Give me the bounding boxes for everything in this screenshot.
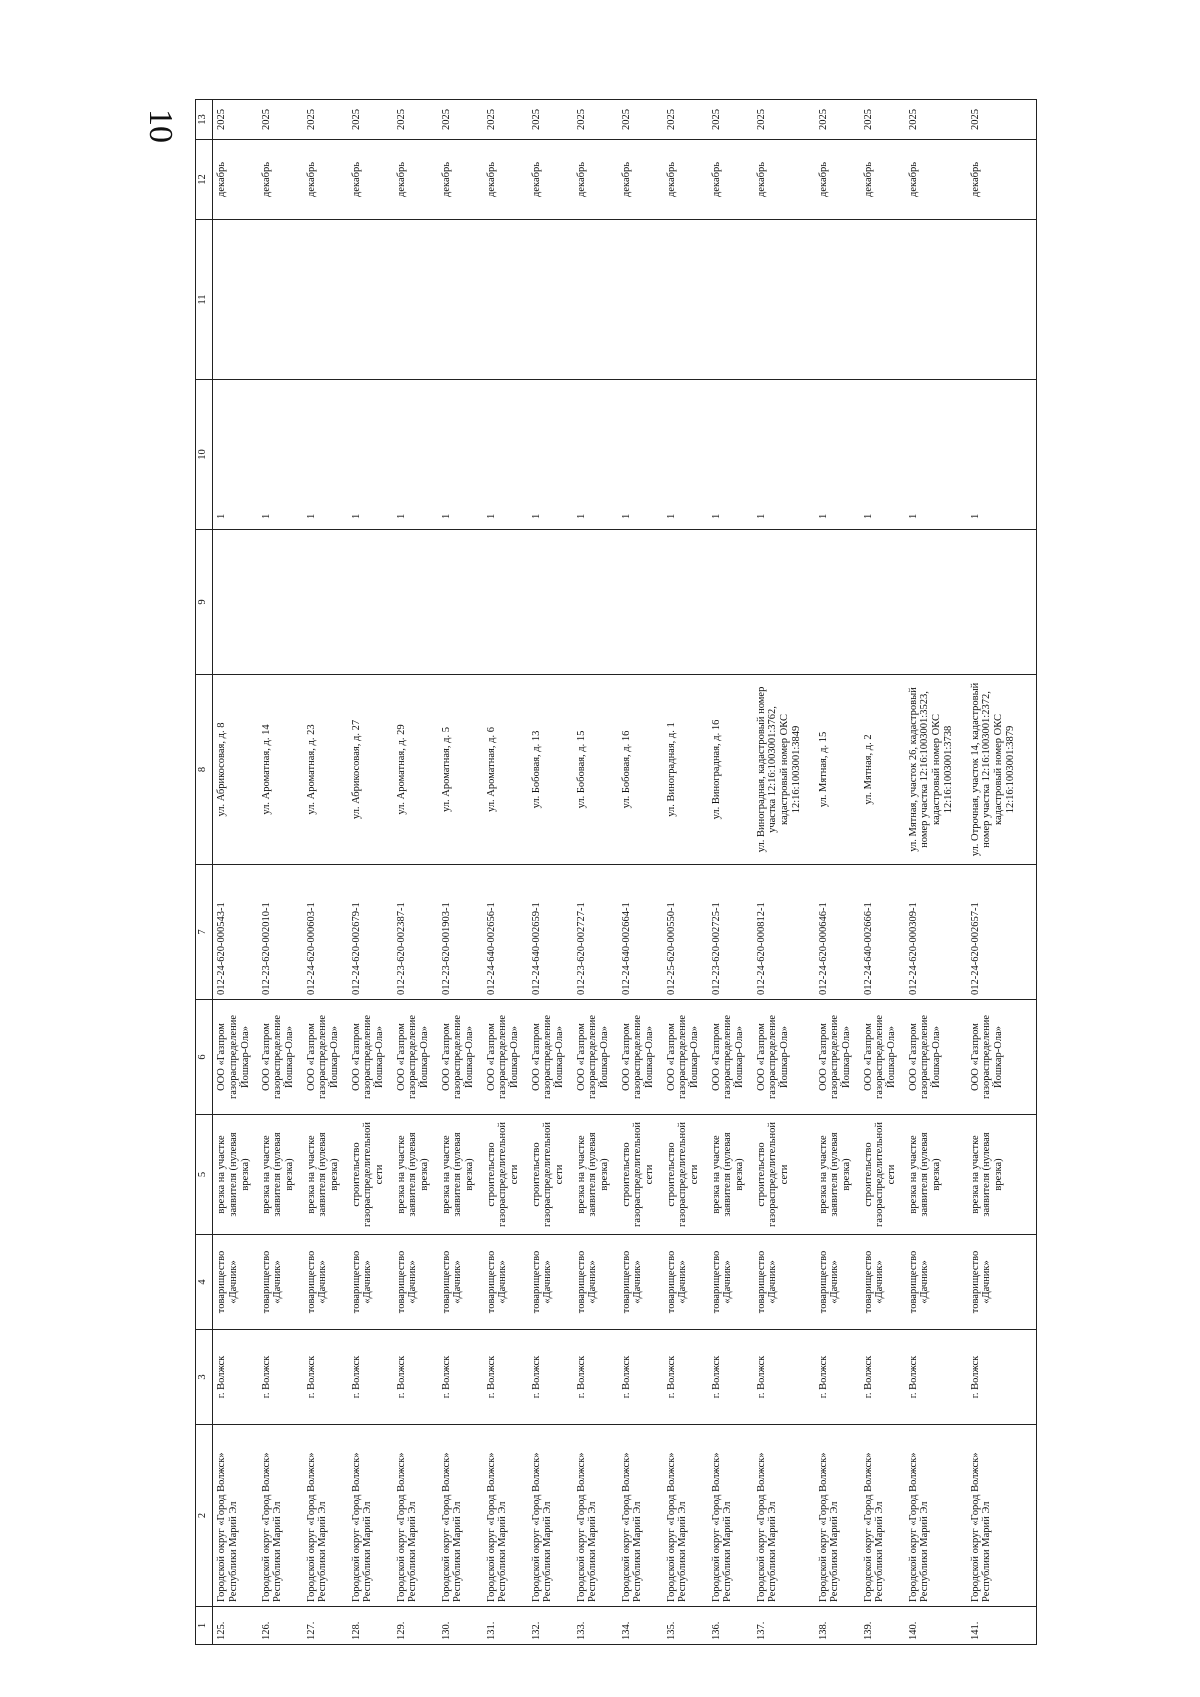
column-9-cell	[905, 530, 967, 675]
column-11-cell	[213, 220, 258, 380]
table-row	[618, 100, 663, 1645]
table-row	[258, 100, 303, 1645]
organization-cell: ООО «Газпром газораспределение Йошкар-Ола»	[618, 1000, 663, 1115]
district-cell: Городской округ «Город Волжск» Республики Марий Эл	[967, 1425, 1037, 1607]
column-number: 1	[196, 1607, 213, 1645]
column-number: 13	[196, 100, 213, 140]
column-11-cell	[860, 220, 905, 380]
column-9-cell	[967, 530, 1037, 675]
quantity-cell: 1	[708, 380, 753, 530]
quantity-cell: 1	[753, 380, 815, 530]
row-number: 139.	[860, 1607, 905, 1645]
column-number: 12	[196, 140, 213, 220]
work-type-cell: врезка на участке заявителя (нулевая врезка)	[708, 1115, 753, 1235]
district-cell: Городской округ «Город Волжск» Республики Марий Эл	[860, 1425, 905, 1607]
column-11-cell	[753, 220, 815, 380]
column-11-cell	[815, 220, 860, 380]
column-9-cell	[573, 530, 618, 675]
address-cell: ул. Абрикосовая, д. 8	[213, 675, 258, 865]
work-type-cell: строительство газораспределительной сети	[860, 1115, 905, 1235]
quantity-cell: 1	[905, 380, 967, 530]
address-cell: ул. Виноградная, д. 16	[708, 675, 753, 865]
column-9-cell	[815, 530, 860, 675]
address-cell: ул. Ароматная, д. 29	[393, 675, 438, 865]
organization-cell: ООО «Газпром газораспределение Йошкар-Ола»	[438, 1000, 483, 1115]
city-cell: г. Волжск	[905, 1330, 967, 1425]
settlement-cell: товарищество «Дачник»	[708, 1235, 753, 1330]
organization-cell: ООО «Газпром газораспределение Йошкар-Ола»	[213, 1000, 258, 1115]
settlement-cell: товарищество «Дачник»	[303, 1235, 348, 1330]
organization-cell: ООО «Газпром газораспределение Йошкар-Ола»	[905, 1000, 967, 1115]
address-cell: ул. Бобовая, д. 13	[528, 675, 573, 865]
organization-cell: ООО «Газпром газораспределение Йошкар-Ола»	[708, 1000, 753, 1115]
table-row	[708, 100, 753, 1645]
settlement-cell: товарищество «Дачник»	[573, 1235, 618, 1330]
column-9-cell	[860, 530, 905, 675]
application-code-cell: 012-24-620-002657-1	[967, 865, 1037, 1000]
column-number: 4	[196, 1235, 213, 1330]
row-number: 136.	[708, 1607, 753, 1645]
year-cell: 2025	[815, 100, 860, 140]
address-cell: ул. Бобовая, д. 15	[573, 675, 618, 865]
application-code-cell: 012-24-620-000812-1	[753, 865, 815, 1000]
column-9-cell	[393, 530, 438, 675]
column-number: 3	[196, 1330, 213, 1425]
settlement-cell: товарищество «Дачник»	[753, 1235, 815, 1330]
work-type-cell: врезка на участке заявителя (нулевая врезка)	[967, 1115, 1037, 1235]
address-cell: ул. Ароматная, д. 23	[303, 675, 348, 865]
row-number: 137.	[753, 1607, 815, 1645]
row-number: 131.	[483, 1607, 528, 1645]
district-cell: Городской округ «Город Волжск» Республики Марий Эл	[753, 1425, 815, 1607]
settlement-cell: товарищество «Дачник»	[213, 1235, 258, 1330]
work-type-cell: строительство газораспределительной сети	[483, 1115, 528, 1235]
quantity-cell: 1	[860, 380, 905, 530]
application-code-cell: 012-23-620-002727-1	[573, 865, 618, 1000]
settlement-cell: товарищество «Дачник»	[905, 1235, 967, 1330]
year-cell: 2025	[573, 100, 618, 140]
quantity-cell: 1	[815, 380, 860, 530]
work-type-cell: врезка на участке заявителя (нулевая врезка)	[573, 1115, 618, 1235]
column-11-cell	[618, 220, 663, 380]
row-number: 127.	[303, 1607, 348, 1645]
city-cell: г. Волжск	[663, 1330, 708, 1425]
settlement-cell: товарищество «Дачник»	[483, 1235, 528, 1330]
settlement-cell: товарищество «Дачник»	[528, 1235, 573, 1330]
month-cell: декабрь	[967, 140, 1037, 220]
quantity-cell: 1	[967, 380, 1037, 530]
work-type-cell: строительство газораспределительной сети	[753, 1115, 815, 1235]
table-row	[967, 100, 1037, 1645]
address-cell: ул. Мятная, д. 15	[815, 675, 860, 865]
work-type-cell: врезка на участке заявителя (нулевая врезка)	[303, 1115, 348, 1235]
application-code-cell: 012-24-640-002666-1	[860, 865, 905, 1000]
month-cell: декабрь	[528, 140, 573, 220]
city-cell: г. Волжск	[393, 1330, 438, 1425]
column-9-cell	[483, 530, 528, 675]
city-cell: г. Волжск	[483, 1330, 528, 1425]
column-11-cell	[303, 220, 348, 380]
month-cell: декабрь	[815, 140, 860, 220]
district-cell: Городской округ «Город Волжск» Республики Марий Эл	[438, 1425, 483, 1607]
organization-cell: ООО «Газпром газораспределение Йошкар-Ола»	[393, 1000, 438, 1115]
city-cell: г. Волжск	[258, 1330, 303, 1425]
district-cell: Городской округ «Город Волжск» Республики Марий Эл	[573, 1425, 618, 1607]
column-number: 10	[196, 380, 213, 530]
quantity-cell: 1	[438, 380, 483, 530]
settlement-cell: товарищество «Дачник»	[618, 1235, 663, 1330]
month-cell: декабрь	[663, 140, 708, 220]
table-row	[393, 100, 438, 1645]
district-cell: Городской округ «Город Волжск» Республики Марий Эл	[303, 1425, 348, 1607]
application-code-cell: 012-24-620-000543-1	[213, 865, 258, 1000]
quantity-cell: 1	[258, 380, 303, 530]
organization-cell: ООО «Газпром газораспределение Йошкар-Ола»	[967, 1000, 1037, 1115]
district-cell: Городской округ «Город Волжск» Республики Марий Эл	[393, 1425, 438, 1607]
column-9-cell	[348, 530, 393, 675]
organization-cell: ООО «Газпром газораспределение Йошкар-Ола»	[258, 1000, 303, 1115]
city-cell: г. Волжск	[573, 1330, 618, 1425]
column-9-cell	[528, 530, 573, 675]
city-cell: г. Волжск	[213, 1330, 258, 1425]
column-11-cell	[708, 220, 753, 380]
month-cell: декабрь	[573, 140, 618, 220]
year-cell: 2025	[618, 100, 663, 140]
address-cell: ул. Ароматная, д. 14	[258, 675, 303, 865]
quantity-cell: 1	[573, 380, 618, 530]
column-11-cell	[663, 220, 708, 380]
address-cell: ул. Ароматная, д. 5	[438, 675, 483, 865]
application-code-cell: 012-23-620-002725-1	[708, 865, 753, 1000]
year-cell: 2025	[483, 100, 528, 140]
organization-cell: ООО «Газпром газораспределение Йошкар-Ола»	[860, 1000, 905, 1115]
column-9-cell	[303, 530, 348, 675]
column-11-cell	[393, 220, 438, 380]
district-cell: Городской округ «Город Волжск» Республики Марий Эл	[528, 1425, 573, 1607]
table-row	[573, 100, 618, 1645]
city-cell: г. Волжск	[618, 1330, 663, 1425]
row-number: 134.	[618, 1607, 663, 1645]
table-row	[815, 100, 860, 1645]
city-cell: г. Волжск	[348, 1330, 393, 1425]
row-number: 130.	[438, 1607, 483, 1645]
district-cell: Городской округ «Город Волжск» Республики Марий Эл	[663, 1425, 708, 1607]
column-11-cell	[348, 220, 393, 380]
district-cell: Городской округ «Город Волжск» Республики Марий Эл	[483, 1425, 528, 1607]
column-number: 2	[196, 1425, 213, 1607]
row-number: 138.	[815, 1607, 860, 1645]
year-cell: 2025	[348, 100, 393, 140]
year-cell: 2025	[438, 100, 483, 140]
table-row	[528, 100, 573, 1645]
address-cell: ул. Мятная, д. 2	[860, 675, 905, 865]
column-11-cell	[573, 220, 618, 380]
quantity-cell: 1	[483, 380, 528, 530]
table-row	[303, 100, 348, 1645]
quantity-cell: 1	[303, 380, 348, 530]
district-cell: Городской округ «Город Волжск» Республики Марий Эл	[258, 1425, 303, 1607]
application-code-cell: 012-23-620-002387-1	[393, 865, 438, 1000]
work-type-cell: врезка на участке заявителя (нулевая врезка)	[438, 1115, 483, 1235]
row-number: 126.	[258, 1607, 303, 1645]
column-9-cell	[618, 530, 663, 675]
address-cell: ул. Абрикосовая, д. 27	[348, 675, 393, 865]
organization-cell: ООО «Газпром газораспределение Йошкар-Ола»	[528, 1000, 573, 1115]
table-row	[663, 100, 708, 1645]
address-cell: ул. Бобовая, д. 16	[618, 675, 663, 865]
column-11-cell	[905, 220, 967, 380]
year-cell: 2025	[753, 100, 815, 140]
month-cell: декабрь	[258, 140, 303, 220]
row-number: 135.	[663, 1607, 708, 1645]
month-cell: декабрь	[213, 140, 258, 220]
table-row	[753, 100, 815, 1645]
table-row	[348, 100, 393, 1645]
table-row	[213, 100, 258, 1645]
quantity-cell: 1	[618, 380, 663, 530]
table-row	[905, 100, 967, 1645]
settlement-cell: товарищество «Дачник»	[860, 1235, 905, 1330]
work-type-cell: врезка на участке заявителя (нулевая врезка)	[905, 1115, 967, 1235]
quantity-cell: 1	[528, 380, 573, 530]
quantity-cell: 1	[663, 380, 708, 530]
column-number: 5	[196, 1115, 213, 1235]
rotated-table-container	[195, 100, 1016, 1645]
district-cell: Городской округ «Город Волжск» Республики Марий Эл	[348, 1425, 393, 1607]
district-cell: Городской округ «Город Волжск» Республики Марий Эл	[905, 1425, 967, 1607]
work-type-cell: строительство газораспределительной сети	[618, 1115, 663, 1235]
work-type-cell: врезка на участке заявителя (нулевая врезка)	[393, 1115, 438, 1235]
row-number: 125.	[213, 1607, 258, 1645]
city-cell: г. Волжск	[860, 1330, 905, 1425]
organization-cell: ООО «Газпром газораспределение Йошкар-Ола»	[663, 1000, 708, 1115]
row-number: 141.	[967, 1607, 1037, 1645]
year-cell: 2025	[708, 100, 753, 140]
column-number: 8	[196, 675, 213, 865]
settlement-cell: товарищество «Дачник»	[663, 1235, 708, 1330]
month-cell: декабрь	[708, 140, 753, 220]
month-cell: декабрь	[303, 140, 348, 220]
month-cell: декабрь	[860, 140, 905, 220]
column-9-cell	[753, 530, 815, 675]
month-cell: декабрь	[618, 140, 663, 220]
year-cell: 2025	[258, 100, 303, 140]
quantity-cell: 1	[393, 380, 438, 530]
work-type-cell: строительство газораспределительной сети	[348, 1115, 393, 1235]
work-type-cell: врезка на участке заявителя (нулевая врезка)	[258, 1115, 303, 1235]
month-cell: декабрь	[753, 140, 815, 220]
organization-cell: ООО «Газпром газораспределение Йошкар-Ола»	[815, 1000, 860, 1115]
table-row	[483, 100, 528, 1645]
column-11-cell	[258, 220, 303, 380]
organization-cell: ООО «Газпром газораспределение Йошкар-Ола»	[483, 1000, 528, 1115]
column-number: 6	[196, 1000, 213, 1115]
month-cell: декабрь	[438, 140, 483, 220]
month-cell: декабрь	[393, 140, 438, 220]
year-cell: 2025	[905, 100, 967, 140]
column-11-cell	[438, 220, 483, 380]
column-11-cell	[483, 220, 528, 380]
column-number-row	[196, 100, 213, 1645]
column-9-cell	[708, 530, 753, 675]
address-cell: ул. Отрочная, участок 14, кадастровый номер участка 12:16:1003001:2372, кадастровый номер ОКС 12:16:1003001:3879	[967, 675, 1037, 865]
application-code-cell: 012-24-620-002679-1	[348, 865, 393, 1000]
district-cell: Городской округ «Город Волжск» Республики Марий Эл	[708, 1425, 753, 1607]
city-cell: г. Волжск	[967, 1330, 1037, 1425]
table-body	[213, 100, 1037, 1645]
city-cell: г. Волжск	[438, 1330, 483, 1425]
district-cell: Городской округ «Город Волжск» Республики Марий Эл	[618, 1425, 663, 1607]
gasification-table	[195, 99, 1037, 1645]
organization-cell: ООО «Газпром газораспределение Йошкар-Ола»	[348, 1000, 393, 1115]
work-type-cell: строительство газораспределительной сети	[528, 1115, 573, 1235]
application-code-cell: 012-23-620-002010-1	[258, 865, 303, 1000]
address-cell: ул. Виноградная, д. 1	[663, 675, 708, 865]
row-number: 128.	[348, 1607, 393, 1645]
row-number: 129.	[393, 1607, 438, 1645]
application-code-cell: 012-24-640-002664-1	[618, 865, 663, 1000]
application-code-cell: 012-24-620-000603-1	[303, 865, 348, 1000]
city-cell: г. Волжск	[815, 1330, 860, 1425]
city-cell: г. Волжск	[528, 1330, 573, 1425]
row-number: 132.	[528, 1607, 573, 1645]
year-cell: 2025	[663, 100, 708, 140]
address-cell: ул. Ароматная, д. 6	[483, 675, 528, 865]
address-cell: ул. Виноградная, кадастровый номер участка 12:16:1003001:3762, кадастровый номер ОКС 12:16:1003001:3849	[753, 675, 815, 865]
application-code-cell: 012-24-640-002659-1	[528, 865, 573, 1000]
city-cell: г. Волжск	[708, 1330, 753, 1425]
column-9-cell	[258, 530, 303, 675]
settlement-cell: товарищество «Дачник»	[815, 1235, 860, 1330]
row-number: 140.	[905, 1607, 967, 1645]
year-cell: 2025	[528, 100, 573, 140]
column-number: 7	[196, 865, 213, 1000]
column-9-cell	[438, 530, 483, 675]
address-cell: ул. Мятная, участок 26, кадастровый номер участка 12:16:1003001:3523, кадастровый номер ОКС 12:16:1003001:3738	[905, 675, 967, 865]
column-9-cell	[663, 530, 708, 675]
work-type-cell: врезка на участке заявителя (нулевая врезка)	[213, 1115, 258, 1235]
column-11-cell	[967, 220, 1037, 380]
page-number: 10	[142, 109, 179, 143]
organization-cell: ООО «Газпром газораспределение Йошкар-Ола»	[573, 1000, 618, 1115]
settlement-cell: товарищество «Дачник»	[967, 1235, 1037, 1330]
work-type-cell: врезка на участке заявителя (нулевая врезка)	[815, 1115, 860, 1235]
application-code-cell: 012-24-640-002656-1	[483, 865, 528, 1000]
column-number: 9	[196, 530, 213, 675]
table-row	[438, 100, 483, 1645]
application-code-cell: 012-23-620-001903-1	[438, 865, 483, 1000]
settlement-cell: товарищество «Дачник»	[438, 1235, 483, 1330]
city-cell: г. Волжск	[753, 1330, 815, 1425]
work-type-cell: строительство газораспределительной сети	[663, 1115, 708, 1235]
column-number: 11	[196, 220, 213, 380]
row-number: 133.	[573, 1607, 618, 1645]
table-row	[860, 100, 905, 1645]
city-cell: г. Волжск	[303, 1330, 348, 1425]
district-cell: Городской округ «Город Волжск» Республики Марий Эл	[213, 1425, 258, 1607]
month-cell: декабрь	[483, 140, 528, 220]
month-cell: декабрь	[348, 140, 393, 220]
application-code-cell: 012-24-620-000309-1	[905, 865, 967, 1000]
month-cell: декабрь	[905, 140, 967, 220]
settlement-cell: товарищество «Дачник»	[348, 1235, 393, 1330]
year-cell: 2025	[967, 100, 1037, 140]
quantity-cell: 1	[213, 380, 258, 530]
application-code-cell: 012-25-620-000550-1	[663, 865, 708, 1000]
year-cell: 2025	[393, 100, 438, 140]
year-cell: 2025	[303, 100, 348, 140]
quantity-cell: 1	[348, 380, 393, 530]
district-cell: Городской округ «Город Волжск» Республики Марий Эл	[815, 1425, 860, 1607]
organization-cell: ООО «Газпром газораспределение Йошкар-Ола»	[753, 1000, 815, 1115]
column-9-cell	[213, 530, 258, 675]
settlement-cell: товарищество «Дачник»	[393, 1235, 438, 1330]
settlement-cell: товарищество «Дачник»	[258, 1235, 303, 1330]
column-11-cell	[528, 220, 573, 380]
application-code-cell: 012-24-620-000646-1	[815, 865, 860, 1000]
year-cell: 2025	[860, 100, 905, 140]
organization-cell: ООО «Газпром газораспределение Йошкар-Ола»	[303, 1000, 348, 1115]
year-cell: 2025	[213, 100, 258, 140]
